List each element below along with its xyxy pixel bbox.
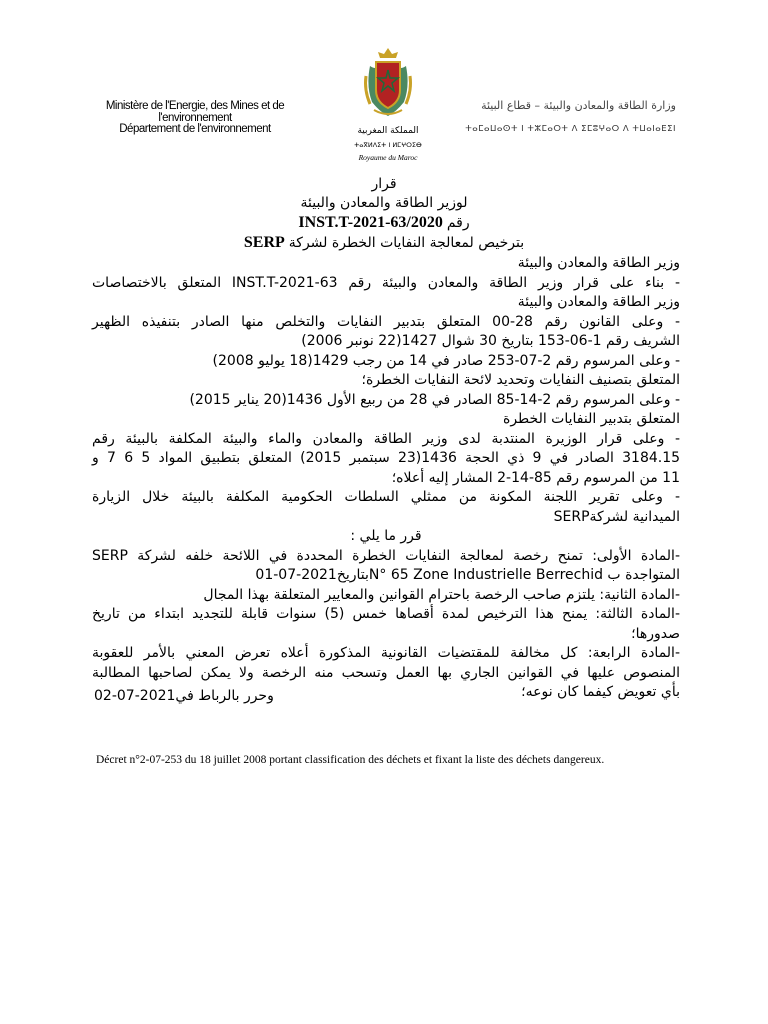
company-name: SERP — [243, 234, 285, 251]
body-line: صدورها؛ — [631, 625, 680, 642]
decision-number — [0, 214, 768, 232]
body-line: - بناء على قرار وزير الطاقة والمعادن والبيئة رقم INST.T-2021-63 المتعلق بالاختصاصات — [92, 274, 680, 291]
body-line: الشريف رقم 1-06-153 بتاريخ 30 شوال 1427(22 نونبر 2006) — [301, 333, 680, 349]
body-line: -المادة الأولى: تمنح رخصة لمعالجة النفايات الخطرة المحددة في اللائحة خلفه لشركة SERP — [92, 547, 680, 564]
royal-emblem-icon — [362, 46, 414, 118]
kingdom-name-tifinagh: ⵜⴰⴳⵍⴷⵉⵜ ⵏ ⵍⵎⵖⵔⵉⴱ — [354, 141, 422, 149]
body-line: وزير الطاقة والمعادن والبيئة — [517, 255, 680, 271]
footnote: Décret n°2-07-253 du 18 juillet 2008 portant classification des déchets et fixant la liste des déchets dangereux. — [96, 754, 605, 766]
subject-prefix: بترخيص لمعالجة النفايات الخطرة لشركة — [288, 235, 525, 251]
body-line: -المادة الثالثة: يمنح هذا الترخيص لمدة أقصاها خمس (5) سنوات قابلة للتجديد ابتداء من تاريخ — [92, 606, 681, 622]
body-line: المتواجدة ب N° 65 Zone Industrielle Berrechidبتاريخ2021-07-01 — [255, 567, 680, 583]
body-line: 11 من المرسوم رقم 85-14-2 المشار إليه أعلاه؛ — [391, 469, 680, 486]
body-line: المنصوص عليها في القوانين الجاري بها العمل وتسحب منه الرخصة ولا يمكن لصاحبها المطالبة — [92, 664, 680, 681]
decision-body — [92, 254, 680, 703]
body-line: - وعلى تقرير اللجنة المكونة من ممثلي السلطات الحكومية المكلفة بالبيئة خلال الزيارة — [92, 489, 680, 505]
ministry-name-tifinagh: ⵜⴰⵎⴰⵡⴰⵙⵜ ⵏ ⵜⵣⵎⴰⵔⵜ ⴷ ⵉⵎⵓⵖⴰⵔ ⴷ ⵜⵡⴰⵏⴰⴹⵉⵏ — [465, 124, 676, 134]
body-line: - وعلى القانون رقم 28-00 المتعلق بتدبير النفايات والتخلص منها الصادر بتنفيذه الظهير — [92, 313, 680, 330]
body-line: - وعلى المرسوم رقم 2-14-85 الصادر في 28 من ربيع الأول 1436(20 يناير 2015) — [189, 391, 680, 408]
number-value: INST.T-2021-63/2020 — [298, 214, 443, 231]
ministry-name-fr: Ministère de l'Energie, des Mines et de l'environnement — [105, 100, 285, 124]
kingdom-name-fr: Royaume du Maroc — [358, 153, 418, 162]
body-line: 3184.15 الصادر في 9 ذي الحجة 1436(23 سبتمبر 2015) المتعلق بتطبيق المواد 5 6 7 و — [92, 450, 681, 466]
decision-subject — [0, 234, 768, 252]
kingdom-name-ar: المملكة المغربية — [357, 126, 419, 136]
department-name-fr: Département de l'environnement — [119, 123, 271, 135]
body-line: - وعلى قرار الوزيرة المنتدبة لدى وزير الطاقة والمعادن والماء والبيئة المكلفة بالبيئة رقم — [92, 430, 680, 447]
ministry-name-ar: وزارة الطاقة والمعادن والبيئة – قطاع البيئة — [481, 99, 676, 112]
body-line: قرر ما يلي : — [350, 528, 422, 544]
body-line: وزير الطاقة والمعادن والبيئة — [517, 294, 680, 310]
number-label: رقم — [446, 215, 470, 231]
signed-place-date: وحرر بالرباط في2021-07-02 — [94, 688, 274, 704]
body-line: المتعلق بتدبير النفايات الخطرة — [502, 411, 680, 427]
body-line: المتعلق بتصنيف النفايات وتحديد لائحة النفايات الخطرة؛ — [361, 372, 680, 388]
body-line: -المادة الثانية: يلتزم صاحب الرخصة باحترام القوانين والمعايير المتعلقة بهذا المجال — [203, 586, 680, 603]
minister-heading: لوزير الطاقة والمعادن والبيئة — [300, 195, 468, 211]
body-line: - وعلى المرسوم رقم 2-07-253 صادر في 14 من رجب 1429(18 يوليو 2008) — [212, 352, 680, 369]
body-line: بأي تعويض كيفما كان نوعه؛ — [521, 684, 680, 700]
decision-heading: قرار — [371, 176, 397, 192]
body-line: الميدانية لشركةSERP — [553, 508, 680, 525]
body-line: -المادة الرابعة: كل مخالفة للمقتضيات القانونية المذكورة أعلاه تعرض المعني بالأمر للعقوبة — [92, 645, 680, 661]
